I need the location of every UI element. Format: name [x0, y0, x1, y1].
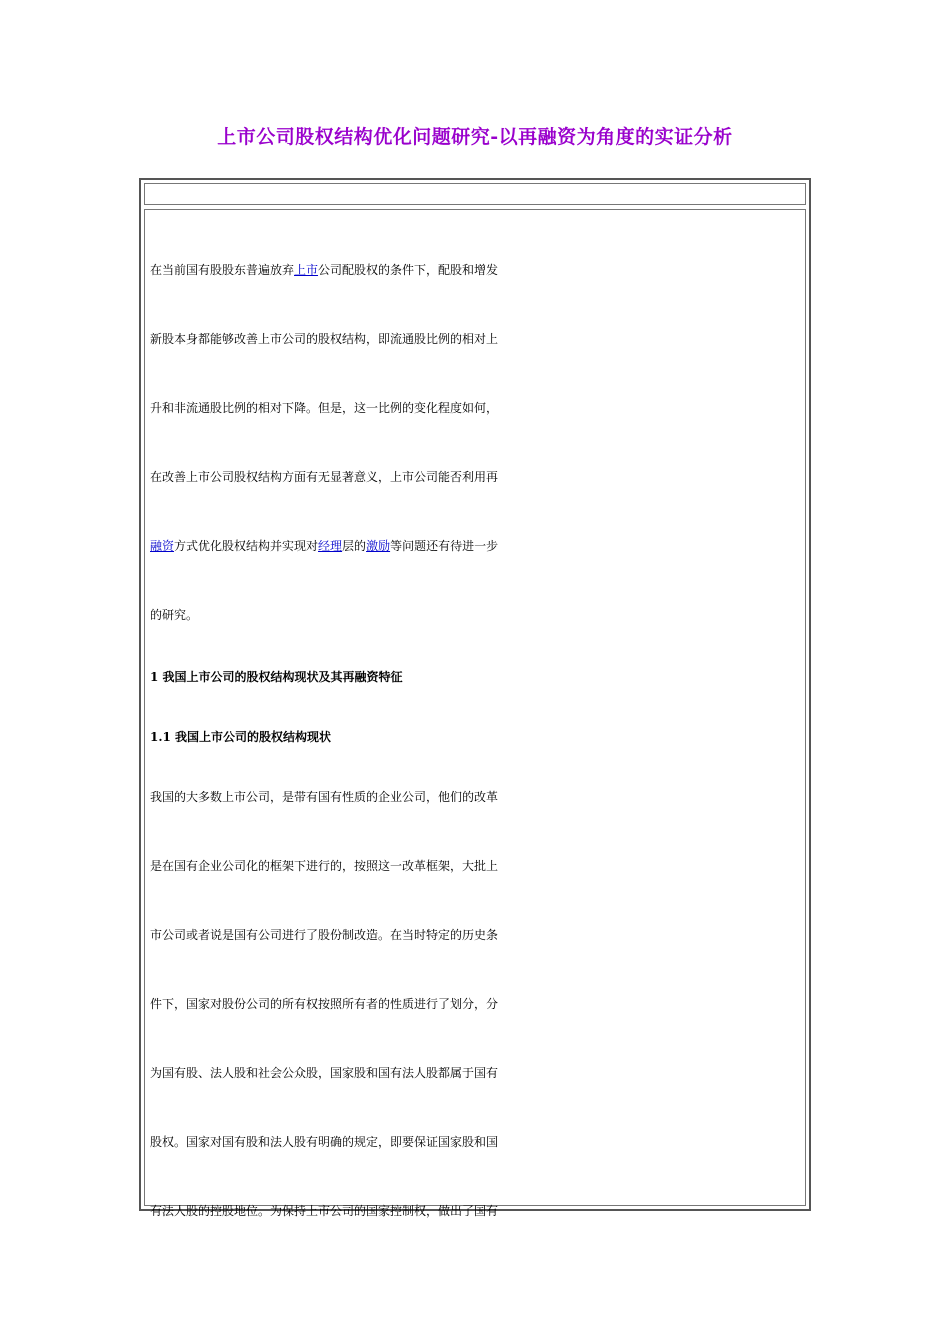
paragraph-2-line-7: 有法人股的控股地位。为保持上市公司的国家控制权，做出了国有 — [150, 1204, 499, 1218]
paragraph-2-line-3: 市公司或者说是国有公司进行了股份制改造。在当时特定的历史条 — [150, 928, 499, 942]
text-segment: 层的 — [342, 539, 367, 553]
content-table — [139, 178, 811, 1218]
paragraph-1-line-6: 的研究。 — [150, 608, 199, 622]
paragraph-2-line-4: 件下，国家对股份公司的所有权按照所有者的性质进行了划分，分 — [150, 997, 499, 1011]
table-header-row — [144, 183, 806, 205]
paragraph-2-line-2: 是在国有企业公司化的框架下进行的，按照这一改革框架，大批上 — [150, 859, 499, 873]
text-segment: 在当前国有股股东普遍放弃 — [150, 263, 295, 277]
text-segment: 等问题还有待进一步 — [390, 539, 499, 553]
section-heading-1: 1 我国上市公司的股权结构现状及其再融资特征 — [150, 670, 403, 684]
link-rongzi[interactable]: 融资 — [150, 539, 175, 553]
paragraph-2-line-6: 股权。国家对国有股和法人股有明确的规定，即要保证国家股和国 — [150, 1135, 499, 1149]
text-segment: 公司配股权的条件下，配股和增发 — [318, 263, 499, 277]
link-jingli[interactable]: 经理 — [318, 539, 343, 553]
paragraph-1-line-4: 在改善上市公司股权结构方面有无显著意义，上市公司能否利用再 — [150, 470, 499, 484]
paragraph-2-line-5: 为国有股、法人股和社会公众股，国家股和国有法人股都属于国有 — [150, 1066, 499, 1080]
link-shangshi[interactable]: 上市 — [294, 263, 319, 277]
paragraph-2-line-1: 我国的大多数上市公司，是带有国有性质的企业公司，他们的改革 — [150, 790, 499, 804]
document-title: 上市公司股权结构优化问题研究-以再融资为角度的实证分析 — [217, 126, 733, 148]
text-segment: 方式优化股权结构并实现对 — [174, 539, 319, 553]
paragraph-1-line-1 — [150, 255, 805, 285]
paragraph-1-line-5 — [150, 531, 805, 561]
paragraph-1-line-3: 升和非流通股比例的相对下降。但是，这一比例的变化程度如何， — [150, 401, 499, 415]
article-body — [144, 209, 806, 1218]
link-jili[interactable]: 激励 — [366, 539, 391, 553]
section-heading-1-1: 1.1 我国上市公司的股权结构现状 — [150, 730, 332, 744]
paragraph-1-line-2: 新股本身都能够改善上市公司的股权结构，即流通股比例的相对上 — [150, 332, 499, 346]
